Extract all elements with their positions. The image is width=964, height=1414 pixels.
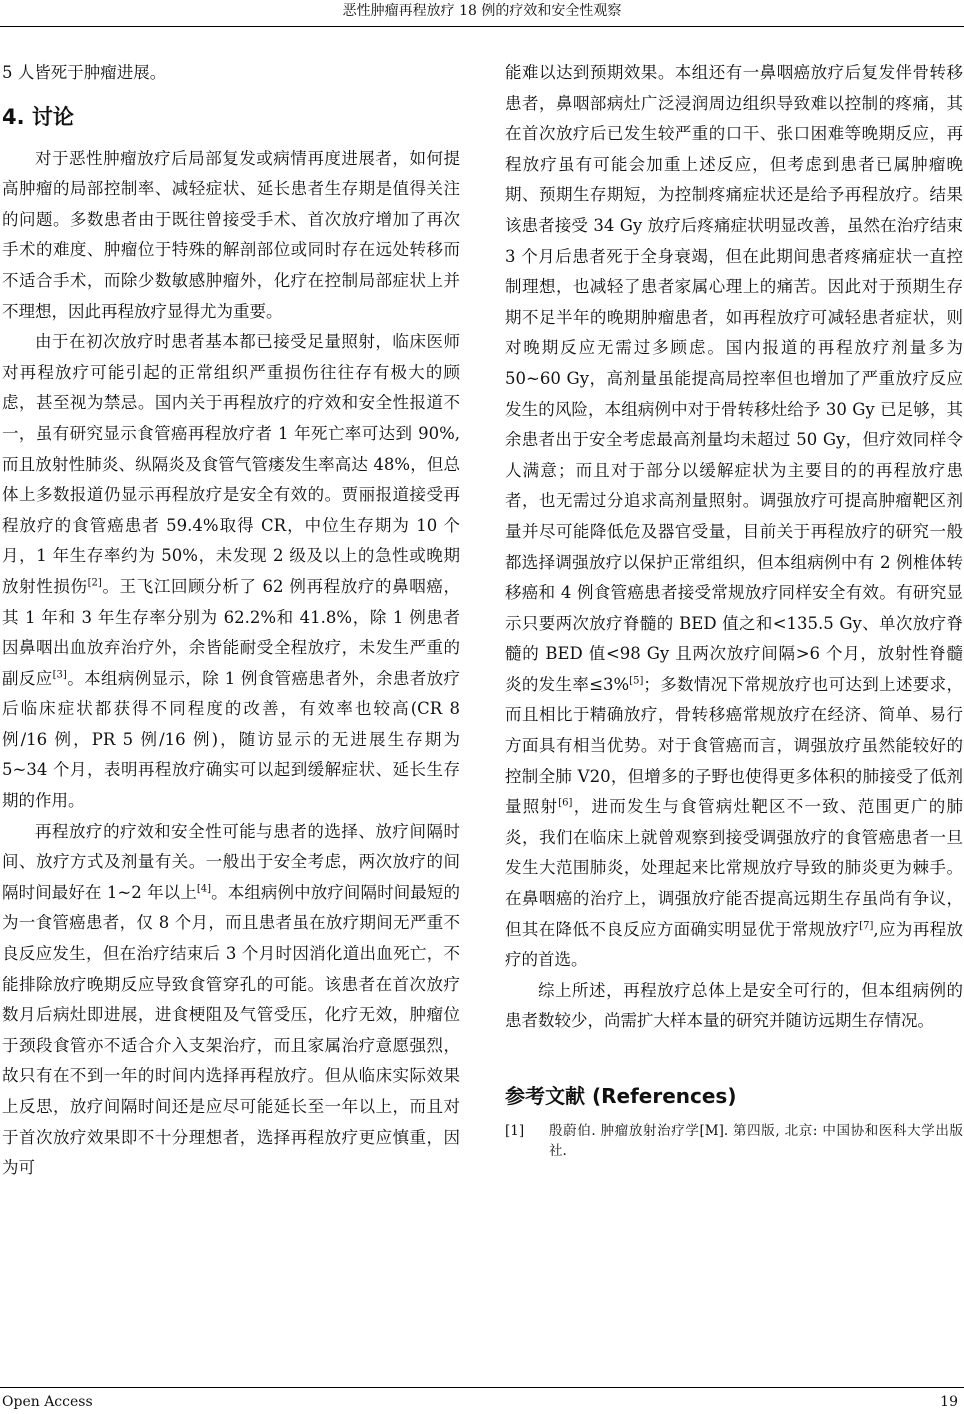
- text-run: ，进而发生与食管病灶靶区不一致、范围更广的肺炎，我们在临床上就曾观察到接受调强放疗的食管癌患者一旦发生大范围肺炎，处理起来比常规放疗导致的肺炎更为棘手。在鼻咽癌的治疗上，调强放疗能否提高远期生存虽尚有争议，但其在降低不良反应方面确实明显优于常规放疗: [505, 797, 964, 939]
- citation-ref: [5]: [629, 675, 644, 687]
- page-footer: [0, 1387, 964, 1414]
- citation-ref: [4]: [196, 883, 212, 895]
- running-header-title: 恶性肿瘤再程放疗 18 例的疗效和安全性观察: [342, 3, 622, 19]
- reference-text: 殷蔚伯. 肿瘤放射治疗学[M]. 第四版, 北京: 中国协和医科大学出版社.: [549, 1123, 963, 1159]
- text-run: 再程放疗的疗效和安全性可能与患者的选择、放疗间隔时间、放疗方式及剂量有关。一般出于安全考虑，两次放疗的间隔时间最好在 1~2 年以上: [2, 821, 460, 902]
- page-number: 19: [940, 1394, 958, 1410]
- citation-ref: [2]: [87, 577, 102, 589]
- text-run: ；多数情况下常规放疗也可达到上述要求，而且相比于精确放疗，骨转移癌常规放疗在经济、简单、易行方面具有相当优势。对于食管癌而言，调强放疗虽然能较好的控制全肺 V20，但增多的子野也使得更多体积的肺接受了低剂量照射: [505, 674, 963, 817]
- references-heading: 参考文献 (References): [505, 1084, 737, 1108]
- running-header: [0, 0, 964, 27]
- left-column: [2, 58, 460, 1184]
- intro-line: 5 人皆死于肿瘤进展。: [2, 63, 167, 82]
- reference-item: [505, 1121, 963, 1161]
- footer-open-access: Open Access: [2, 1394, 93, 1410]
- citation-ref: [7]: [859, 920, 874, 932]
- discussion-paragraph-3-continued: [505, 58, 963, 976]
- text-run: 由于在初次放疗时患者基本都已接受足量照射，临床医师对再程放疗可能引起的正常组织严重损伤往往存有极大的顾虑，甚至视为禁忌。国内关于再程放疗的疗效和安全性报道不一，虽有研究显示食管癌再程放疗者 1 年死亡率可达到 90%,而且放射性肺炎、纵隔炎及食管气管瘘发生率高达 48%，但总体上多数报道仍显示再程放疗是安全有效的。贾丽报道接受再程放疗的食管癌患者 59.4%取得 CR，中位生存期为 10 个月，1 年生存率约为 50%，未发现 2 级及以上的急性或晚期放射性损伤: [2, 332, 460, 596]
- right-column: [505, 58, 963, 1161]
- text-run: 。本组病例中放疗间隔时间最短的为一食管癌患者，仅 8 个月，而且患者虽在放疗期间无严重不良反应发生，但在治疗结束后 3 个月时因消化道出血死亡，不能排除放疗晚期反应导致食管穿孔的可能。该患者在首次放疗数月后病灶即进展，进食梗阻及气管受压，化疗无效，肿瘤位于颈段食管亦不适合介入支架治疗，而且家属治疗意愿强烈，故只有在不到一年的时间内选择再程放疗。但从临床实际效果上反思，放疗间隔时间还是应尽可能延长至一年以上，而且对于首次放疗效果即不十分理想者，选择再程放疗更应慎重，因为可: [2, 882, 460, 1178]
- citation-ref: [6]: [558, 797, 573, 809]
- text-run: 。王飞江回顾分析了 62 例再程放疗的鼻咽癌，其 1 年和 3 年生存率分别为 62.2%和 41.8%，除 1 例患者因鼻咽出血放弃治疗外，余皆能耐受全程放疗，未发生严重的副反应: [2, 576, 460, 688]
- conclusion-paragraph: 综上所述，再程放疗总体上是安全可行的，但本组病例的患者数较少，尚需扩大样本量的研究并随访远期生存情况。: [505, 980, 963, 1031]
- discussion-paragraph-3: [2, 817, 460, 1184]
- discussion-paragraph-1: 对于恶性肿瘤放疗后局部复发或病情再度进展者，如何提高肿瘤的局部控制率、减轻症状、延长患者生存期是值得关注的问题。多数患者由于既往曾接受手术、首次放疗增加了再次手术的难度、肿瘤位于特殊的解剖部位或同时存在远处转移而不适合手术，而除少数敏感肿瘤外，化疗在控制局部症状上并不理想，因此再程放疗显得尤为重要。: [2, 148, 460, 321]
- citation-ref: [3]: [52, 669, 67, 681]
- text-run: ,应为再程放疗的首选。: [505, 919, 964, 970]
- text-run: 能难以达到预期效果。本组还有一鼻咽癌放疗后复发伴骨转移患者，鼻咽部病灶广泛浸润周边组织导致难以控制的疼痛，其在首次放疗后已发生较严重的口干、张口困难等晚期反应，再程放疗虽有可能会加重上述反应，但考虑到患者已属肿瘤晚期、预期生存期短，为控制疼痛症状还是给予再程放疗。结果该患者接受 34 Gy 放疗后疼痛症状明显改善，虽然在治疗结束 3 个月后患者死于全身衰竭，但在此期间患者疼痛症状一直控制理想，也减轻了患者家属心理上的痛苦。因此对于预期生存期不足半年的晚期肿瘤患者，如再程放疗可减轻患者症状，则对晚期反应无需过多顾虑。国内报道的再程放疗剂量多为 50~60 Gy，高剂量虽能提高局控率但也增加了严重放疗反应发生的风险，本组病例中对于骨转移灶给予 30 Gy 已足够，其余患者出于安全考虑最高剂量均未超过 50 Gy，但疗效同样令人满意；而且对于部分以缓解症状为主要目的的再程放疗患者，也无需过分追求高剂量照射。调强放疗可提高肿瘤靶区剂量并尽可能降低危及器官受量，目前关于再程放疗的研究一般都选择调强放疗以保护正常组织，但本组病例中有 2 例椎体转移癌和 4 例食管癌患者接受常规放疗同样安全有效。有研究显示只要两次放疗脊髓的 BED 值之和<135.5 Gy、单次放疗脊髓的 BED 值<98 Gy 且两次放疗间隔>6 个月，放射性脊髓炎的发生率≤3%: [505, 63, 963, 694]
- discussion-paragraph-2: [2, 327, 460, 817]
- section-heading-discussion: 4. 讨论: [2, 104, 74, 129]
- text-run: 。本组病例显示，除 1 例食管癌患者外，余患者放疗后临床症状都获得不同程度的改善，有效率也较高(CR 8 例/16 例，PR 5 例/16 例)，随访显示的无进展生存期为 5~34 个月，表明再程放疗确实可以起到缓解症状、延长生存期的作用。: [2, 668, 460, 811]
- reference-number: [1]: [505, 1123, 525, 1139]
